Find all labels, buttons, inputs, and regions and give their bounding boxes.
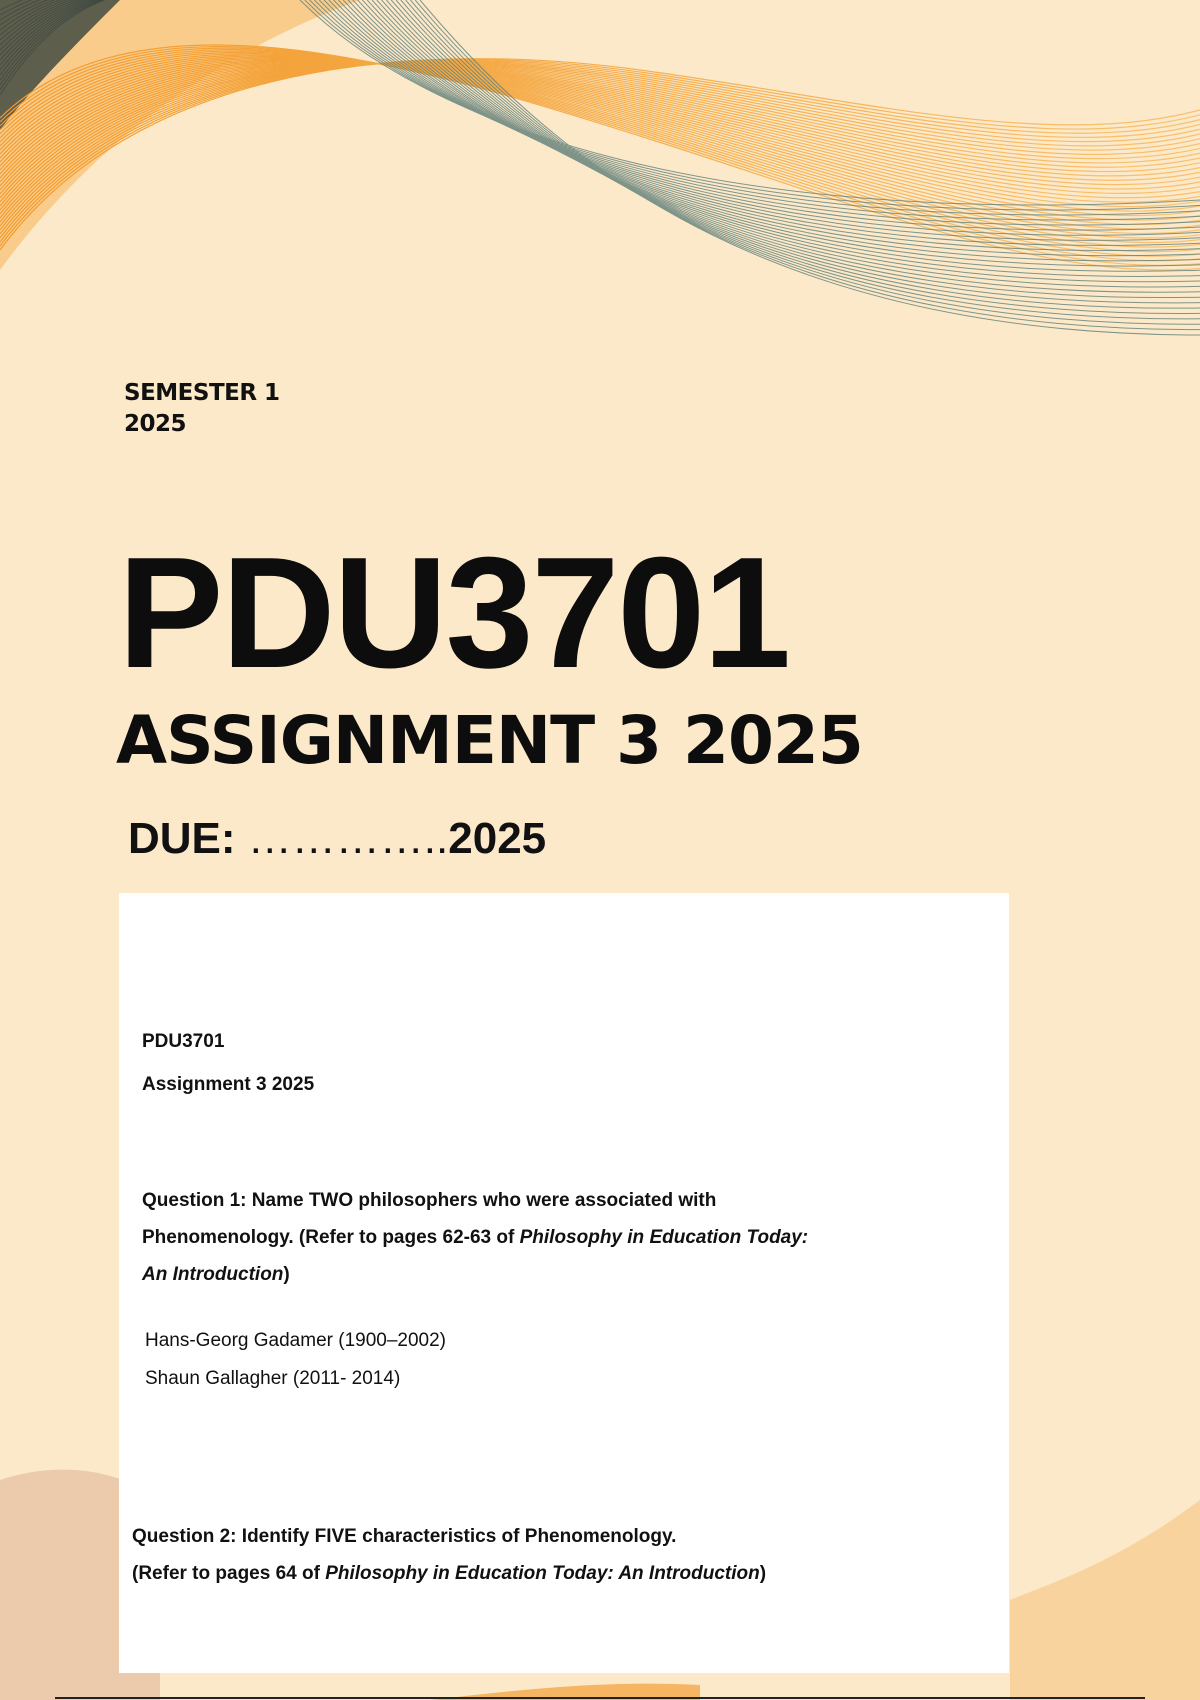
semester-label: SEMESTER 1 xyxy=(124,380,280,406)
assignment-title: ASSIGNMENT 3 2025 xyxy=(116,702,863,779)
question-2-line-2: (Refer to pages 64 of Philosophy in Education Today: An Introduction) xyxy=(132,1563,767,1584)
semester-year: 2025 xyxy=(124,411,187,437)
question-1-line-3: An Introduction) xyxy=(142,1264,290,1285)
sheet-subtitle: Assignment 3 2025 xyxy=(142,1074,315,1095)
question-1-answers xyxy=(145,1322,446,1398)
due-placeholder-dots: ………….. xyxy=(247,814,449,863)
course-code-title: PDU3701 xyxy=(118,525,790,701)
due-label: DUE: xyxy=(128,814,236,863)
answer-item: Hans-Georg Gadamer (1900–2002) xyxy=(145,1330,447,1351)
page-divider xyxy=(55,1697,1145,1699)
question-2-line-1: Question 2: Identify FIVE characteristics of Phenomenology. xyxy=(132,1526,677,1547)
question-1-line-1: Question 1: Name TWO philosophers who were associated with xyxy=(142,1190,717,1211)
sheet-course-code: PDU3701 xyxy=(142,1031,225,1052)
semester-block xyxy=(124,378,280,440)
assignment-sheet xyxy=(119,893,1009,1673)
question-2 xyxy=(132,1518,992,1592)
question-1 xyxy=(142,1182,962,1293)
due-year: 2025 xyxy=(448,814,547,863)
due-date xyxy=(128,812,546,866)
question-1-line-2: Phenomenology. (Refer to pages 62-63 of Philosophy in Education Today: xyxy=(142,1227,809,1248)
answer-item: Shaun Gallagher (2011- 2014) xyxy=(145,1368,401,1389)
